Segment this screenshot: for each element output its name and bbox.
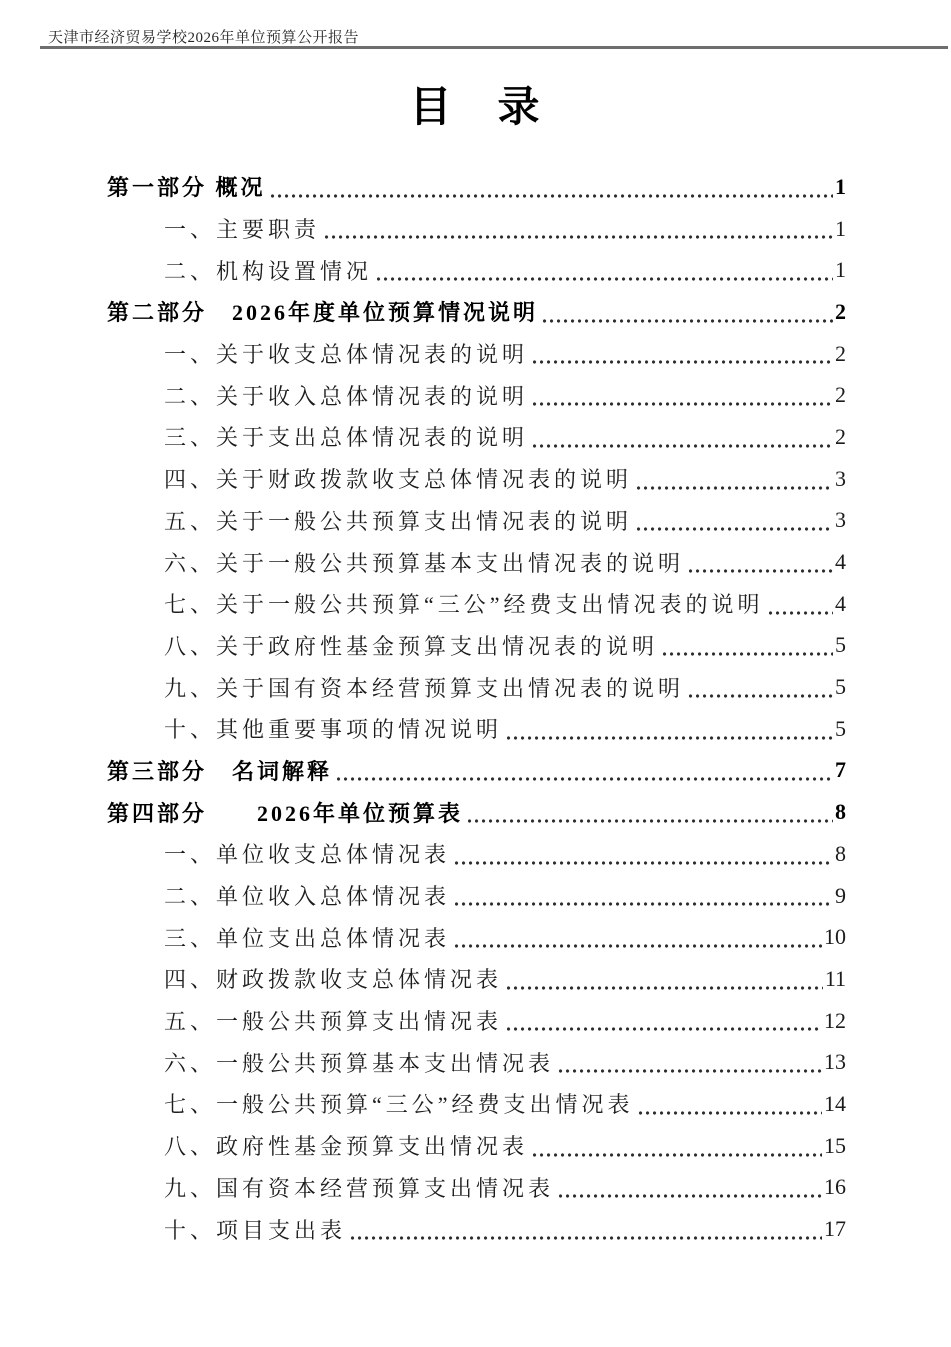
toc-entry[interactable]: [107, 208, 846, 250]
toc-entry-page: 13: [824, 1049, 846, 1075]
toc-entry[interactable]: [107, 916, 846, 958]
toc-entry-page: 12: [824, 1007, 846, 1033]
toc-entry-label: 七、一般公共预算“三公”经费支出情况表: [164, 1092, 634, 1118]
toc-entry-label: 十、项目支出表: [164, 1217, 347, 1243]
toc-entry[interactable]: [107, 166, 846, 208]
toc-entry[interactable]: [107, 583, 846, 625]
toc-entry-page: 5: [835, 715, 846, 741]
toc-entry-page: 1: [835, 257, 846, 283]
toc-entry[interactable]: [107, 958, 846, 1000]
toc-entry-label: 第三部分 名词解释: [107, 758, 333, 784]
toc-entry[interactable]: [107, 416, 846, 458]
toc-entry-page: 17: [824, 1216, 846, 1242]
toc-entry-page: 16: [824, 1174, 846, 1200]
dot-leader: [533, 356, 833, 364]
toc-entry[interactable]: [107, 458, 846, 500]
toc-entry-label: 十、其他重要事项的情况说明: [164, 717, 503, 743]
dot-leader: [689, 565, 833, 573]
toc-entry-page: 5: [835, 674, 846, 700]
toc-entry[interactable]: [107, 625, 846, 667]
toc-entry-page: 3: [835, 507, 846, 533]
dot-leader: [271, 190, 833, 198]
toc-entry-page: 15: [824, 1132, 846, 1158]
toc-entry-page: 11: [824, 965, 846, 991]
toc-entry-page: 2: [835, 298, 846, 324]
dot-leader: [507, 982, 823, 990]
toc-entry[interactable]: [107, 666, 846, 708]
dot-leader: [769, 607, 833, 615]
dot-leader: [559, 1190, 822, 1198]
dot-leader: [507, 1023, 822, 1031]
toc-entry[interactable]: [107, 1083, 846, 1125]
toc-entry-label: 四、财政拨款收支总体情况表: [164, 967, 503, 993]
toc-entry[interactable]: [107, 333, 846, 375]
toc-list: [107, 166, 846, 1250]
toc-entry-label: 九、国有资本经营预算支出情况表: [164, 1175, 555, 1201]
dot-leader: [455, 898, 833, 906]
dot-leader: [455, 940, 822, 948]
toc-entry[interactable]: [107, 1125, 846, 1167]
dot-leader: [543, 315, 833, 323]
toc-entry-page: 1: [835, 215, 846, 241]
dot-leader: [468, 815, 833, 823]
dot-leader: [639, 1107, 822, 1115]
toc-entry-label: 第二部分 2026年度单位预算情况说明: [107, 300, 539, 326]
toc-entry-label: 五、关于一般公共预算支出情况表的说明: [164, 508, 633, 534]
toc-entry-page: 8: [835, 840, 846, 866]
toc-entry-label: 第一部分 概况: [107, 175, 266, 201]
toc-entry-page: 1: [835, 173, 846, 199]
toc-entry[interactable]: [107, 875, 846, 917]
dot-leader: [559, 1065, 822, 1073]
dot-leader: [533, 1149, 822, 1157]
dot-leader: [637, 482, 833, 490]
toc-entry-label: 六、关于一般公共预算基本支出情况表的说明: [164, 550, 685, 576]
dot-leader: [507, 732, 833, 740]
toc-entry-page: 9: [835, 882, 846, 908]
toc-entry[interactable]: [107, 1167, 846, 1209]
toc-entry-page: 2: [835, 340, 846, 366]
toc-entry-label: 二、机构设置情况: [164, 258, 373, 284]
toc-entry-label: 八、关于政府性基金预算支出情况表的说明: [164, 633, 659, 659]
toc-entry-label: 一、主要职责: [164, 217, 321, 243]
toc-entry-label: 二、单位收入总体情况表: [164, 884, 451, 910]
toc-entry[interactable]: [107, 541, 846, 583]
toc-entry-label: 九、关于国有资本经营预算支出情况表的说明: [164, 675, 685, 701]
toc-entry[interactable]: [107, 374, 846, 416]
toc-entry-page: 8: [835, 799, 846, 825]
toc-entry-label: 三、单位支出总体情况表: [164, 925, 451, 951]
toc-entry[interactable]: [107, 1208, 846, 1250]
dot-leader: [351, 1232, 822, 1240]
toc-entry-label: 二、关于收入总体情况表的说明: [164, 383, 529, 409]
report-header-text: 天津市经济贸易学校2026年单位预算公开报告: [48, 30, 360, 46]
toc-entry[interactable]: [107, 791, 846, 833]
dot-leader: [689, 690, 833, 698]
dot-leader: [377, 273, 833, 281]
toc-entry-label: 一、单位收支总体情况表: [164, 842, 451, 868]
toc-entry-page: 4: [835, 590, 846, 616]
toc-entry[interactable]: [107, 833, 846, 875]
toc-entry-page: 3: [835, 465, 846, 491]
header-rule: [40, 46, 948, 49]
toc-entry[interactable]: [107, 708, 846, 750]
dot-leader: [455, 857, 833, 865]
dot-leader: [337, 773, 833, 781]
toc-entry-page: 10: [824, 924, 846, 950]
toc-entry-label: 七、关于一般公共预算“三公”经费支出情况表的说明: [164, 592, 764, 618]
toc-entry[interactable]: [107, 750, 846, 792]
toc-entry-page: 2: [835, 423, 846, 449]
toc-entry-label: 三、关于支出总体情况表的说明: [164, 425, 529, 451]
dot-leader: [533, 398, 833, 406]
toc-title: 目 录: [409, 85, 542, 131]
dot-leader: [637, 523, 833, 531]
toc-entry-label: 六、一般公共预算基本支出情况表: [164, 1050, 555, 1076]
toc-entry-page: 2: [835, 382, 846, 408]
toc-entry-page: 5: [835, 632, 846, 658]
toc-entry-page: 7: [835, 757, 846, 783]
dot-leader: [663, 648, 833, 656]
toc-entry-label: 四、关于财政拨款收支总体情况表的说明: [164, 467, 633, 493]
toc-entry[interactable]: [107, 249, 846, 291]
toc-entry-page: 4: [835, 549, 846, 575]
toc-entry[interactable]: [107, 1041, 846, 1083]
toc-entry[interactable]: [107, 291, 846, 333]
dot-leader: [533, 440, 833, 448]
toc-entry-page: 14: [824, 1090, 846, 1116]
toc-entry-label: 一、关于收支总体情况表的说明: [164, 342, 529, 368]
toc-entry-label: 五、一般公共预算支出情况表: [164, 1009, 503, 1035]
toc-entry-label: 第四部分 2026年单位预算表: [107, 800, 464, 826]
dot-leader: [325, 231, 833, 239]
toc-entry[interactable]: [107, 500, 846, 542]
toc-entry-label: 八、政府性基金预算支出情况表: [164, 1134, 529, 1160]
toc-entry[interactable]: [107, 1000, 846, 1042]
